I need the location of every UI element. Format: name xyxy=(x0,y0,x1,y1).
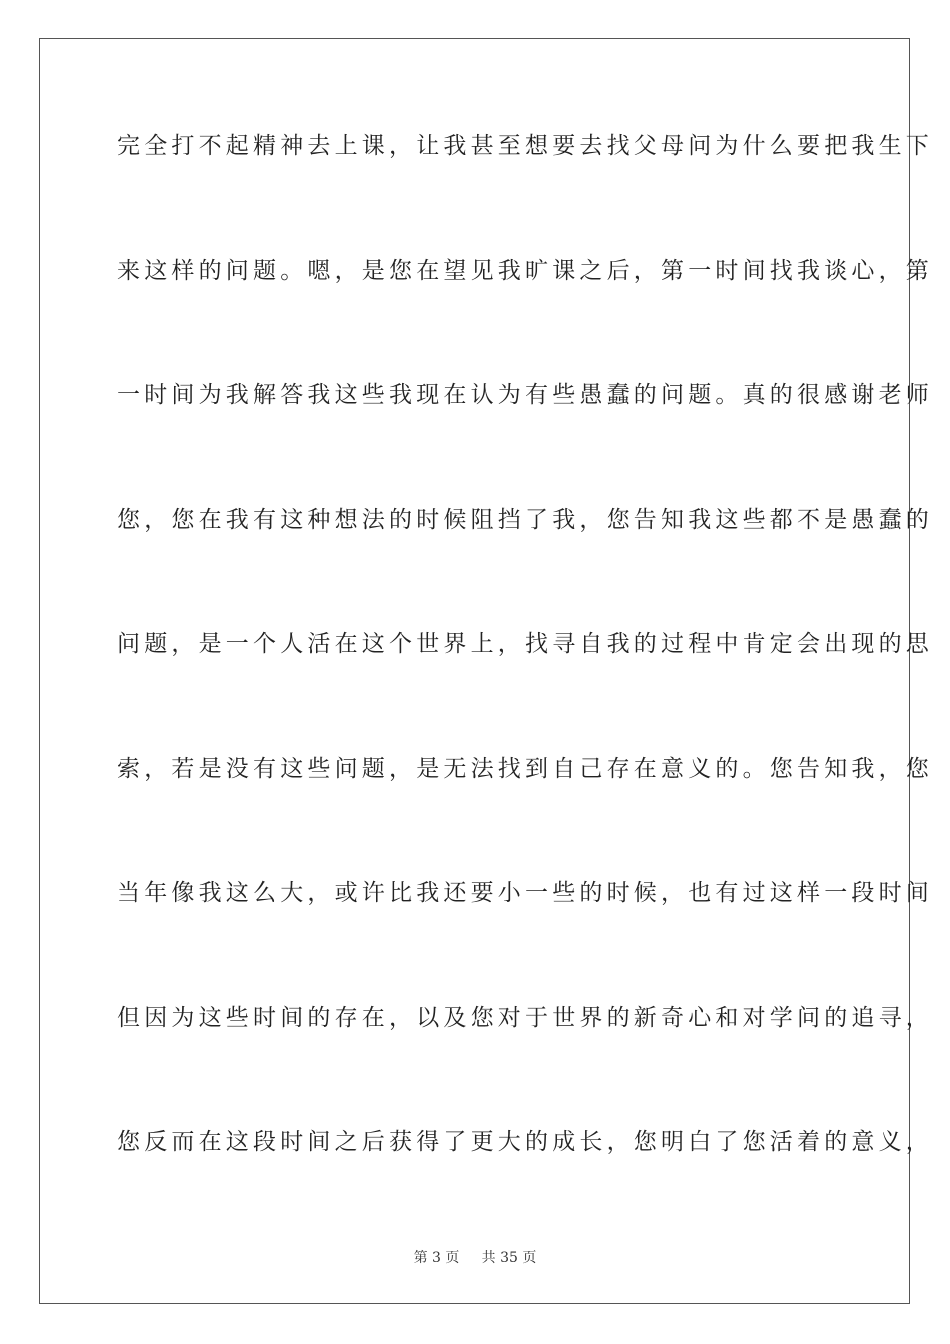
footer-spacer xyxy=(464,1250,477,1266)
text-line: 完全打不起精神去上课，让我甚至想要去找父母问为什么要把我生下 xyxy=(117,133,933,159)
page-number: 第 3 页 xyxy=(413,1250,460,1266)
text-line: 您反而在这段时间之后获得了更大的成长，您明白了您活着的意义， xyxy=(117,1129,933,1155)
text-line: 一时间为我解答我这些我现在认为有些愚蠢的问题。真的很感谢老师 xyxy=(117,382,933,408)
text-line: 当年像我这么大，或许比我还要小一些的时候，也有过这样一段时间 xyxy=(117,880,933,906)
text-line: 问题，是一个人活在这个世界上，找寻自我的过程中肯定会出现的思 xyxy=(117,631,933,657)
text-line: 但因为这些时间的存在，以及您对于世界的新奇心和对学问的追寻， xyxy=(117,1004,933,1031)
page-total: 共 35 页 xyxy=(481,1250,537,1266)
text-line: 索，若是没有这些问题，是无法找到自己存在意义的。您告知我，您 xyxy=(117,755,933,782)
text-line: 来这样的问题。嗯，是您在望见我旷课之后，第一时间找我谈心，第 xyxy=(117,257,933,284)
page-footer xyxy=(0,1247,950,1267)
text-line: 您，您在我有这种想法的时候阻挡了我，您告知我这些都不是愚蠢的 xyxy=(117,506,933,533)
document-body xyxy=(117,130,933,1251)
